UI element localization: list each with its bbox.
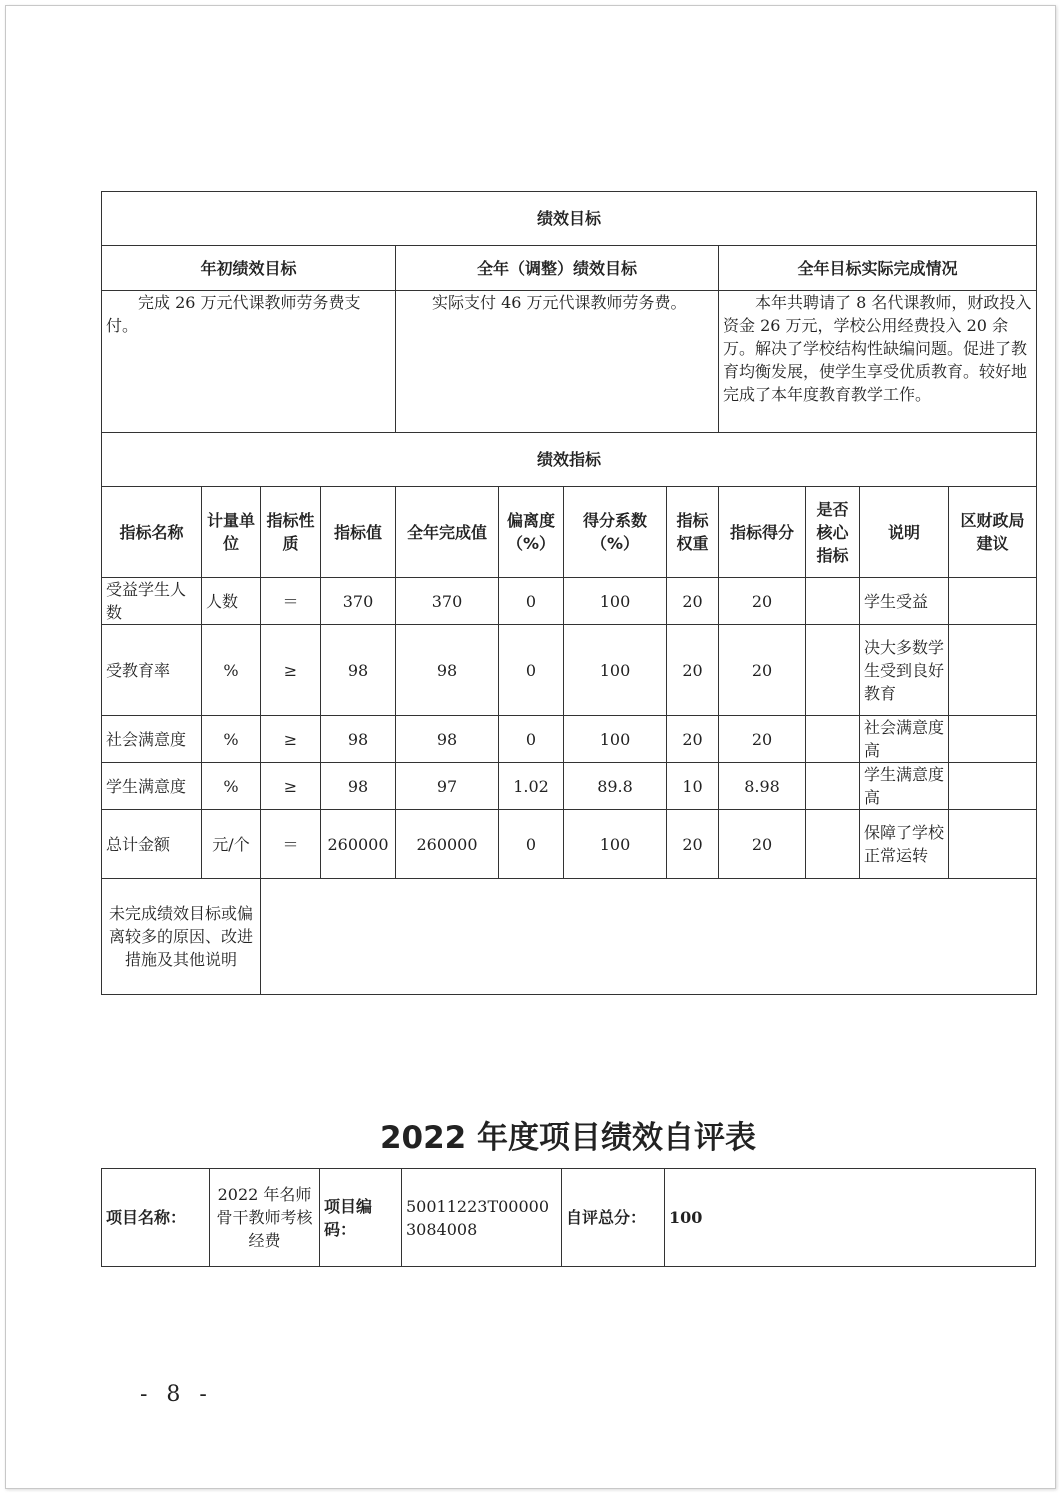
initial-goal-text: 完成 26 万元代课教师劳务费支付。 — [102, 291, 396, 433]
cell-coef: 100 — [564, 810, 667, 879]
table-row — [102, 625, 1037, 716]
cell-deviation: 0 — [499, 625, 564, 716]
project-name-label: 项目名称： — [102, 1169, 210, 1267]
cell-weight: 20 — [667, 716, 719, 763]
cell-coef: 100 — [564, 716, 667, 763]
table-row — [102, 716, 1037, 763]
col-header-nature: 指标性质 — [261, 487, 321, 578]
performance-table — [101, 191, 1037, 995]
col-header-note: 说明 — [860, 487, 949, 578]
cell-nature: ＝ — [261, 578, 321, 625]
cell-unit: 元/个 — [202, 810, 261, 879]
cell-value: 98 — [321, 625, 396, 716]
cell-core — [806, 763, 860, 810]
col-header-finance-advice: 区财政局建议 — [949, 487, 1037, 578]
adjusted-goal-text: 实际支付 46 万元代课教师劳务费。 — [396, 291, 719, 433]
cell-coef: 89.8 — [564, 763, 667, 810]
cell-advice — [949, 810, 1037, 879]
project-info-table — [101, 1168, 1036, 1267]
cell-name: 总计金额 — [102, 810, 202, 879]
cell-score: 8.98 — [719, 763, 806, 810]
cell-score: 20 — [719, 810, 806, 879]
cell-weight: 20 — [667, 625, 719, 716]
cell-name: 社会满意度 — [102, 716, 202, 763]
cell-core — [806, 716, 860, 763]
col-header-is-core: 是否核心指标 — [806, 487, 860, 578]
cell-value: 98 — [321, 716, 396, 763]
col-header-name: 指标名称 — [102, 487, 202, 578]
form-title: 2022 年度项目绩效自评表 — [379, 1120, 757, 1156]
col-header-actual: 全年完成值 — [396, 487, 499, 578]
cell-score: 20 — [719, 716, 806, 763]
col-header-unit: 计量单位 — [202, 487, 261, 578]
cell-weight: 20 — [667, 578, 719, 625]
cell-advice — [949, 716, 1037, 763]
actual-completion-text: 本年共聘请了 8 名代课教师，财政投入资金 26 万元，学校公用经费投入 20 余万。解决了学校结构性缺编问题。促进了教育均衡发展，使学生享受优质教育。较好地完成了本年度教育教学工作。 — [719, 291, 1037, 433]
cell-unit: 人数 — [202, 578, 261, 625]
cell-name: 学生满意度 — [102, 763, 202, 810]
cell-actual: 98 — [396, 625, 499, 716]
col-header-score-coef: 得分系数（%） — [564, 487, 667, 578]
cell-coef: 100 — [564, 625, 667, 716]
table-row — [102, 763, 1037, 810]
project-code-label: 项目编码： — [320, 1169, 402, 1267]
cell-unit: % — [202, 625, 261, 716]
cell-deviation: 0 — [499, 810, 564, 879]
adjusted-goal-header: 全年（调整）绩效目标 — [396, 246, 719, 291]
actual-completion-header: 全年目标实际完成情况 — [719, 246, 1037, 291]
cell-unit: % — [202, 716, 261, 763]
project-code-value: 50011223T000003084008 — [402, 1169, 562, 1267]
project-name-value: 2022 年名师骨干教师考核经费 — [210, 1169, 320, 1267]
cell-deviation: 1.02 — [499, 763, 564, 810]
cell-coef: 100 — [564, 578, 667, 625]
cell-value: 98 — [321, 763, 396, 810]
table-row — [102, 578, 1037, 625]
cell-core — [806, 625, 860, 716]
cell-value: 260000 — [321, 810, 396, 879]
table-row — [102, 810, 1037, 879]
perf-goal-title: 绩效目标 — [102, 192, 1037, 246]
remark-value — [261, 879, 1037, 995]
cell-name: 受教育率 — [102, 625, 202, 716]
cell-actual: 98 — [396, 716, 499, 763]
cell-weight: 10 — [667, 763, 719, 810]
cell-note: 学生满意度高 — [860, 763, 949, 810]
cell-weight: 20 — [667, 810, 719, 879]
cell-nature: ≥ — [261, 625, 321, 716]
cell-advice — [949, 763, 1037, 810]
cell-note: 学生受益 — [860, 578, 949, 625]
cell-score: 20 — [719, 625, 806, 716]
cell-actual: 370 — [396, 578, 499, 625]
cell-nature: ≥ — [261, 763, 321, 810]
cell-advice — [949, 578, 1037, 625]
cell-nature: ＝ — [261, 810, 321, 879]
col-header-weight: 指标权重 — [667, 487, 719, 578]
cell-deviation: 0 — [499, 716, 564, 763]
cell-advice — [949, 625, 1037, 716]
cell-core — [806, 578, 860, 625]
cell-name: 受益学生人数 — [102, 578, 202, 625]
cell-deviation: 0 — [499, 578, 564, 625]
cell-note: 决大多数学生受到良好教育 — [860, 625, 949, 716]
remark-label: 未完成绩效目标或偏离较多的原因、改进措施及其他说明 — [102, 879, 261, 995]
cell-core — [806, 810, 860, 879]
indicator-section-title: 绩效指标 — [102, 433, 1037, 487]
page-number: - 8 - — [140, 1382, 213, 1407]
self-score-label: 自评总分： — [562, 1169, 665, 1267]
cell-score: 20 — [719, 578, 806, 625]
col-header-deviation: 偏离度（%） — [499, 487, 564, 578]
cell-note: 保障了学校正常运转 — [860, 810, 949, 879]
cell-unit: % — [202, 763, 261, 810]
initial-goal-header: 年初绩效目标 — [102, 246, 396, 291]
self-score-value: 100 — [665, 1169, 1036, 1267]
cell-nature: ≥ — [261, 716, 321, 763]
cell-value: 370 — [321, 578, 396, 625]
cell-actual: 97 — [396, 763, 499, 810]
col-header-score: 指标得分 — [719, 487, 806, 578]
col-header-value: 指标值 — [321, 487, 396, 578]
cell-actual: 260000 — [396, 810, 499, 879]
cell-note: 社会满意度高 — [860, 716, 949, 763]
